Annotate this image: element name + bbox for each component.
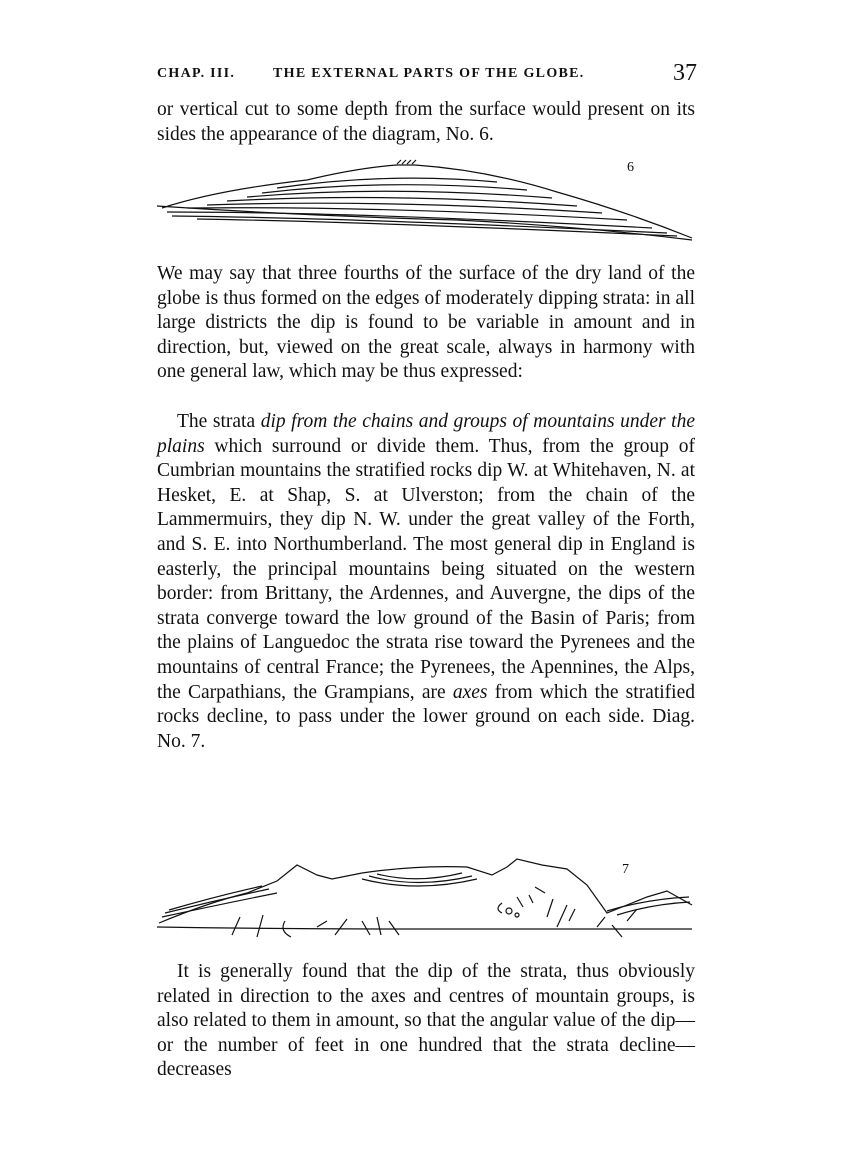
- paragraph-4: [157, 960, 695, 1083]
- paragraph-3-axes: axes: [452, 681, 488, 703]
- paragraph-3-mid: which surround or divide them. Thus, from the group of Cumbrian mountains the stratified rocks dip W. at Whitehaven, N. at Hesket, E. at Shap, S. at Ulverston; from the chain of the Lammermuirs, they dip N. W. under the great valley of the Forth, and S. E. into Northumberland. The most general dip in England is easterly, the principal mountains being situated on the western border: from Brittany, the Ardennes, and Auvergne, the dips of the strata converge toward the low ground of the Basin of Paris; from the plains of Languedoc the strata rise toward the Pyrenees and the mountains of central France; the Pyrenees, the Apennines, the Alps, the Carpathians, the Grampians, are: [157, 435, 695, 703]
- diagram-6-stratified-hill: [157, 150, 697, 245]
- paragraph-1: [157, 98, 695, 147]
- paragraph-1-text: or vertical cut to some depth from the surface would present on its sides the appearance of the diagram, No. 6.: [157, 99, 695, 145]
- chapter-label: CHAP. III.: [157, 66, 236, 81]
- paragraph-3-text: [157, 410, 695, 754]
- paragraph-4-text: It is generally found that the dip of the strata, thus obviously related in direction to the axes and centres of mountain groups, is also related to them in amount, so that the angular value of the dip—or the number of feet in one hundred that the strata decline—decreases: [157, 961, 695, 1081]
- paragraph-2-text: We may say that three fourths of the surface of the dry land of the globe is thus formed on the edges of moderately dipping strata: in all large districts the dip is found to be variable in amount and in direction, but, viewed on the great scale, always in harmony with one general law, which may be thus expressed:: [157, 263, 695, 383]
- page-number: 37: [673, 60, 697, 86]
- paragraph-3: [157, 410, 695, 754]
- figure-7-number: 7: [622, 862, 629, 877]
- running-head: [157, 62, 697, 88]
- paragraph-3-lead: The strata: [177, 411, 261, 432]
- paragraph-2: [157, 262, 695, 385]
- figure-6-number: 6: [627, 160, 634, 175]
- paragraph-3-tail: from which the stratified rocks decline, to pass under the lower ground on each side. Diag. No. 7.: [157, 681, 695, 752]
- running-title: THE EXTERNAL PARTS OF THE GLOBE.: [273, 66, 585, 81]
- diagram-7-mountain-axes: [157, 855, 697, 945]
- paragraph-3-italic: dip from the chains and groups of mountains under the plains: [157, 411, 695, 457]
